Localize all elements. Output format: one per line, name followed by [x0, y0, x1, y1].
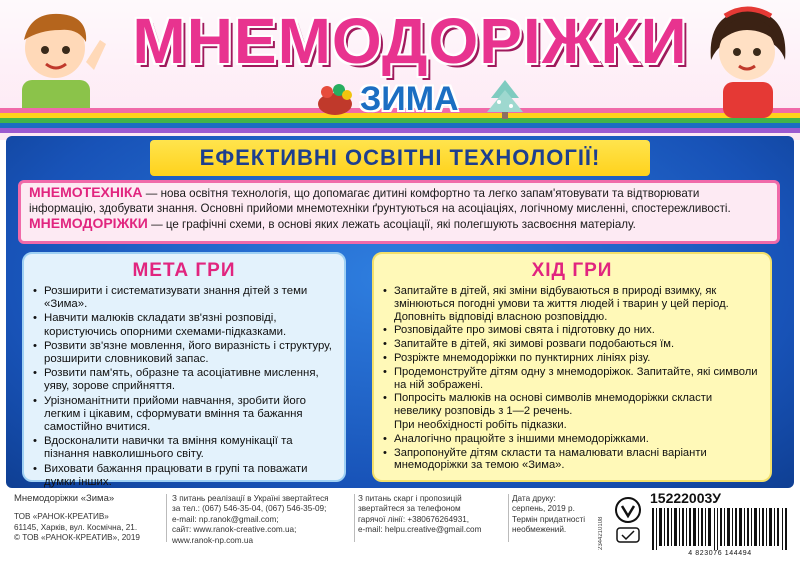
banner: ЕФЕКТИВНІ ОСВІТНІ ТЕХНОЛОГІЇ! [150, 140, 650, 176]
subtitle: ЗИМА [360, 80, 459, 118]
list-item: • Вдосконалити навички та вміння комунікації та пізнання навколишнього світу. [32, 435, 336, 461]
divider [354, 494, 355, 542]
page-title: МНЕМОДОРІЖКИ [132, 5, 688, 77]
list-item: • Розвити зв'язне мовлення, його виразність і структуру, розширити словниковий запас. [32, 340, 336, 366]
footer-publisher [14, 494, 164, 544]
divider [166, 494, 167, 542]
product-code: 15222003У [650, 490, 721, 506]
footer-complaints [358, 494, 508, 536]
complaints-text: звертайтеся за телефоном [358, 504, 461, 514]
definitions-box [18, 180, 780, 244]
copyright: © ТОВ «РАНОК-КРЕАТИВ», 2019 [14, 533, 140, 543]
definition-mnemotechnics [29, 185, 769, 216]
footer [0, 488, 800, 566]
complaints-email: e-mail: helpu.creative@gmail.com [358, 525, 482, 535]
list-item: • Розповідайте про зимові свята і підготовку до них. [382, 324, 762, 337]
product-name: Мнемодоріжки «Зима» [14, 493, 115, 504]
print-date: серпень, 2019 р. [512, 504, 575, 514]
definition-text: — це графічні схеми, в основі яких лежать асоціації, які полегшують засвоєння матеріалу. [147, 218, 636, 231]
stripe [0, 128, 800, 133]
list-item: • Запропонуйте дітям скласти та намалювати власні варіанти мнемодоріжки за темою «Зима». [382, 447, 762, 473]
list-item: • Аналогічно працюйте з іншими мнемодоріжками. [382, 433, 762, 446]
gift-bag-icon [315, 82, 355, 116]
side-code: 2344210108 [598, 516, 604, 550]
boy-illustration [0, 0, 115, 118]
list-item: • Попросіть малюків на основі символів мнемодоріжки скласти невелику розповідь з 1—2 речень. [382, 392, 762, 418]
divider [508, 494, 509, 542]
process-box [372, 252, 772, 482]
goal-heading: МЕТА ГРИ [132, 260, 236, 281]
list-item: • Урізноманітнити прийоми навчання, зробити його легким і цікавим, сформувати вміння та бажання самостійно вчитися. [32, 395, 336, 435]
print-date-label: Дата друку: [512, 494, 556, 503]
list-item: • Навчити малюків складати зв'язні розповіді, користуючись опорними схемами-підказками. [32, 312, 336, 338]
complaints-text: З питань скарг і пропозицій [358, 494, 462, 503]
term-mnemotechnics: МНЕМОТЕХНІКА [29, 184, 143, 200]
validity-label: Термін придатності [512, 514, 586, 524]
barcode-graphic [650, 508, 790, 550]
validity: необмежений. [512, 525, 567, 535]
process-heading: ХІД ГРИ [531, 260, 613, 281]
hotline: гарячої лінії: +380676264931, [358, 514, 470, 524]
sales-site: www.ranok-np.com.ua [172, 535, 253, 545]
term-mnemopaths: МНЕМОДОРІЖКИ [29, 215, 148, 231]
list-item: • Запитайте в дітей, які зимові розваги подобаються їм. [382, 338, 762, 351]
list-item: • Розріжте мнемодоріжки по пунктирних лініях різу. [382, 352, 762, 365]
sales-email: e-mail: np.ranok@gmail.com; [172, 514, 279, 524]
list-item: • Виховати бажання працювати в групі та поважати думки інших. [32, 463, 336, 489]
snowy-tree-icon [485, 78, 525, 120]
sales-phones: за тел.: (067) 546-35-04, (067) 546-35-09; [172, 504, 327, 514]
publisher-logo [611, 496, 645, 546]
footer-sales [172, 494, 352, 546]
footer-dates [512, 494, 594, 536]
sales-text: З питань реалізації в Україні звертайтеся [172, 494, 329, 503]
definition-mnemopaths [29, 216, 769, 232]
list-item: • Розширити і систематизувати знання дітей з теми «Зима». [32, 285, 336, 311]
sales-site: сайт: www.ranok-creative.com.ua; [172, 525, 297, 535]
goal-list [32, 285, 336, 489]
header [0, 0, 800, 140]
publisher-address: 61145, Харків, вул. Космічна, 21. [14, 522, 138, 532]
goal-box [22, 252, 346, 488]
list-item: • Запитайте в дітей, які зміни відбуваються в природі взимку, як змінюються погодні умови та життя людей і тварин у цей період. Доповніть відповіді власною розповіддю. [382, 285, 762, 323]
list-note: При необхідності робіть підказки. [394, 418, 567, 431]
publisher-name: ТОВ «РАНОК-КРЕАТИВ» [14, 512, 109, 522]
girl-illustration [695, 0, 800, 118]
list-item: • Розвити пам'ять, образне та асоціативне мислення, уяву, зорове сприйняття. [32, 367, 336, 393]
barcode-number: 4 823076 144494 [688, 550, 752, 557]
definition-text: — нова освітня технологія, що допомагає дитині комфортно та легко запам'ятовувати та відтворювати інформацію, здобувати знання. Основні прийоми мнемотехніки ґрунтуються на асоціаціях, логічному мисленні, спостережливості. [29, 187, 731, 215]
process-list [382, 285, 762, 472]
list-item: • Продемонструйте дітям одну з мнемодоріжок. Запитайте, які символи на ній зображені. [382, 366, 762, 392]
